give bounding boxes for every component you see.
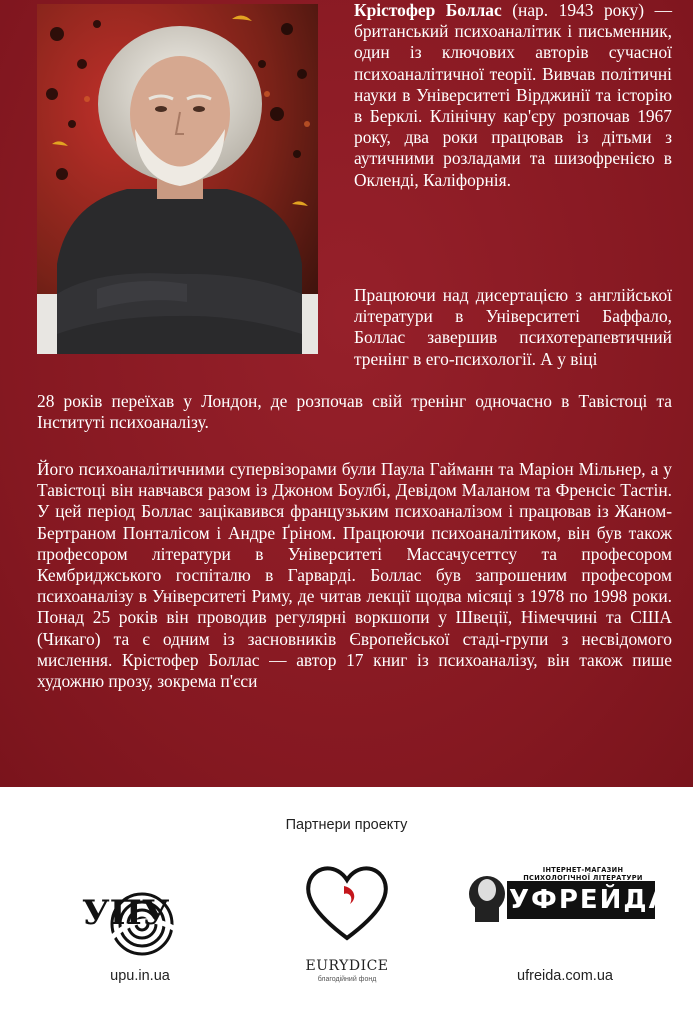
eurydice-heart-icon[interactable] bbox=[302, 862, 392, 942]
bio-education-paragraph-continued: 28 років переїхав у Лондон, де розпочав свій тренінг одночасно в Тавістоці та Інституті психоаналізу. bbox=[37, 391, 672, 433]
bio-intro-paragraph bbox=[354, 0, 672, 191]
eurydice-name: EURYDICE bbox=[305, 958, 389, 974]
author-name: Крістофер Боллас bbox=[354, 0, 502, 20]
partners-heading: Партнери проекту bbox=[285, 817, 408, 833]
ufreida-name: УФРЕЙДА bbox=[509, 885, 671, 915]
ufreida-header: ІНТЕРНЕТ-МАГАЗИН ПСИХОЛОГІЧНОЇ ЛІТЕРАТУРИ bbox=[523, 866, 643, 882]
upu-logo[interactable] bbox=[80, 862, 190, 962]
bio-career-paragraph: Його психоаналітичними супервізорами були Паула Гайманн та Маріон Мільнер, а у Тавістоці він навчався разом із Джоном Боулбі, Девідом Маланом та Френсіс Тастін. У цей період Боллас зацікавився французьким психоаналізом і працював із Жаном-Бертраном Понталісом і Андре Ґріном. Працюючи психоаналітиком, він був також професором літератури в Університеті Массачусеттсу та професором Кембриджського госпіталю в Гарварді. Боллас був запрошеним професором психоаналізу в Університеті Риму, де читав лекції щодва місяці з 1978 по 1998 роки. Понад 25 років він проводив регулярні воркшопи у Швеції, Німеччині та США (Чикаго) та є одним із засновників Європейської стаді-групи з несвідомого мислення. Крістофер Боллас — автор 17 книг із психоаналізу, він також пише художню прозу, зокрема п'єси bbox=[37, 459, 672, 692]
ufreida-url[interactable]: ufreida.com.ua bbox=[517, 968, 613, 984]
author-photo bbox=[37, 4, 318, 354]
upu-url[interactable]: upu.in.ua bbox=[110, 968, 170, 984]
bio-education-paragraph: Працюючи над дисертацією з англійської літератури в Університеті Баффало, Боллас завершив психотерапевтичний тренінг в его-психології. А у віці bbox=[354, 285, 672, 369]
bio-intro-text: (нар. 1943 року) — британський психоаналітик і письменник, один із ключових авторів сучасної психоаналітичної теорії. Вивчав політичні науки в Університеті Вірджинії та історію в Берклі. Клінічну кар'єру розпочав 1967 року, два роки працював із дітьми з аутичними розладами та шизофренією в Окленді, Каліфорнія. bbox=[354, 0, 672, 190]
eurydice-subtitle: благодійний фонд bbox=[317, 976, 377, 983]
upu-logo-text: УПУ bbox=[82, 893, 170, 933]
